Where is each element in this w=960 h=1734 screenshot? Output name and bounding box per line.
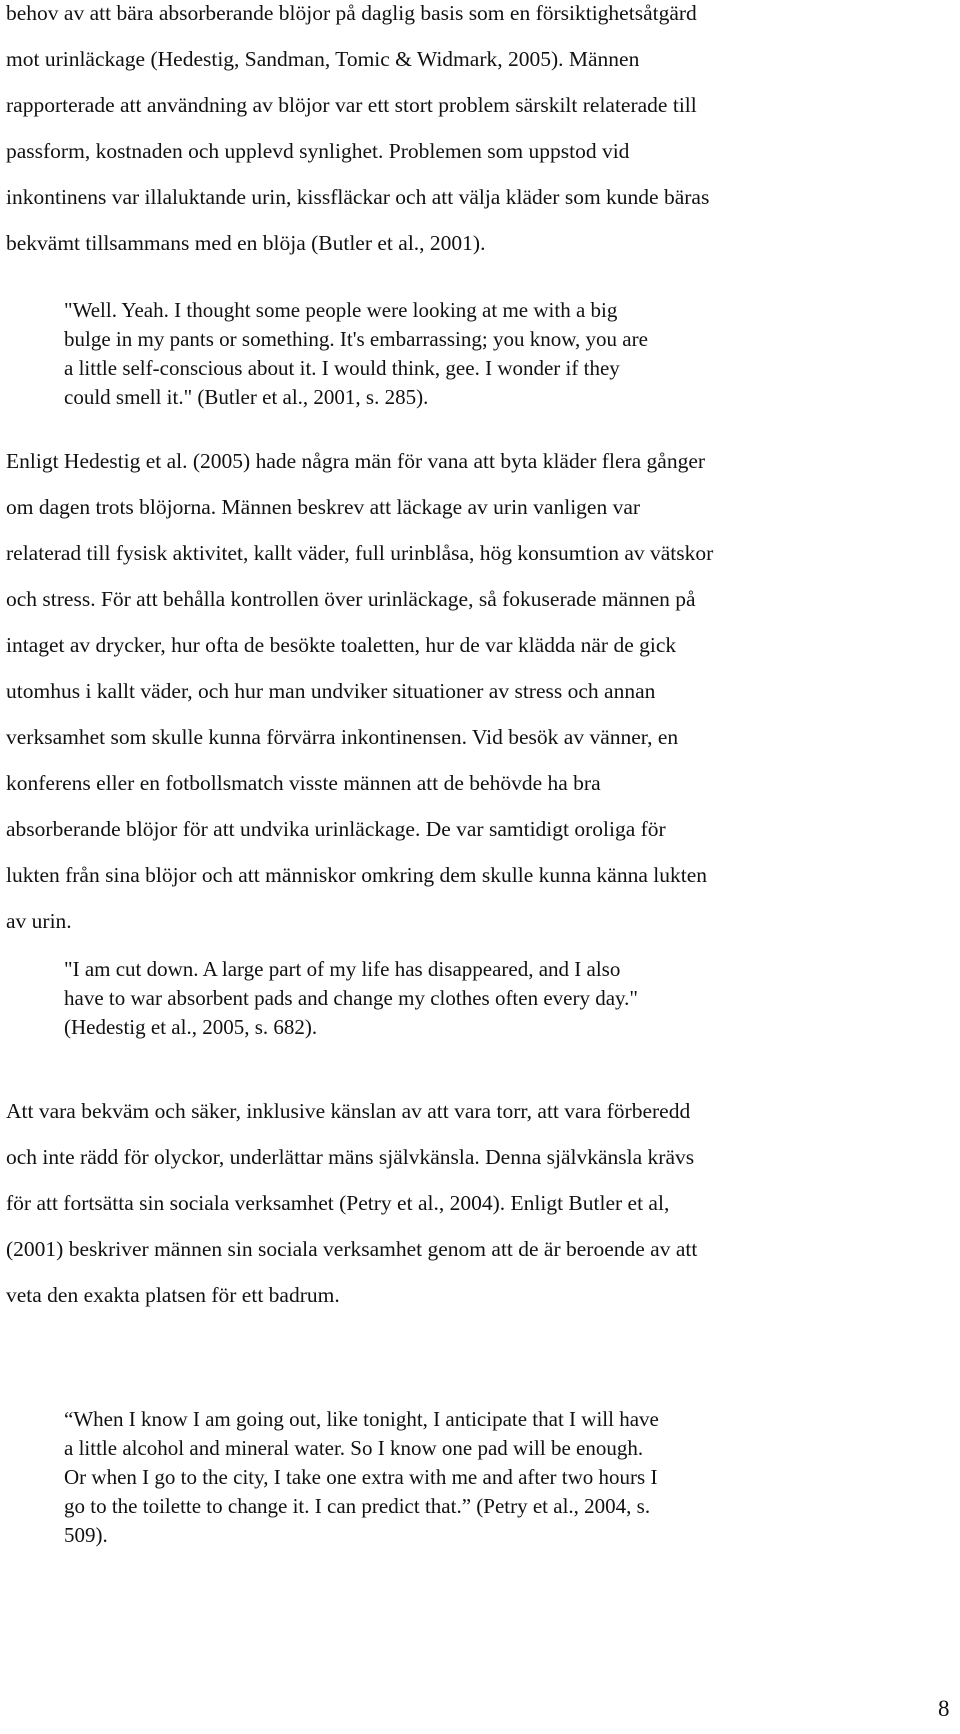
quote-line: a little self-conscious about it. I would think, gee. I wonder if they — [64, 356, 620, 380]
text-line: rapporterade att användning av blöjor var ett stort problem särskilt relaterade till — [6, 93, 697, 117]
text-line: mot urinläckage (Hedestig, Sandman, Tomic & Widmark, 2005). Männen — [6, 47, 640, 71]
quote-line: a little alcohol and mineral water. So I know one pad will be enough. — [64, 1436, 644, 1460]
quote-line: "Well. Yeah. I thought some people were looking at me with a big — [64, 298, 618, 322]
quote-line: go to the toilette to change it. I can predict that.” (Petry et al., 2004, s. — [64, 1494, 651, 1518]
block-quote-3 — [64, 1405, 844, 1550]
text-line: om dagen trots blöjorna. Männen beskrev att läckage av urin vanligen var — [6, 495, 641, 519]
block-quote-2 — [64, 955, 844, 1042]
text-line: inkontinens var illaluktande urin, kissfläckar och att välja kläder som kunde bäras — [6, 185, 710, 209]
quote-line: “When I know I am going out, like tonight, I anticipate that I will have — [64, 1407, 659, 1431]
text-line: absorberande blöjor för att undvika urinläckage. De var samtidigt oroliga för — [6, 817, 666, 841]
text-line: och inte rädd för olyckor, underlättar mäns självkänsla. Denna självkänsla krävs — [6, 1145, 695, 1169]
paragraph-2 — [6, 438, 926, 944]
quote-line: have to war absorbent pads and change my clothes often every day." — [64, 986, 639, 1010]
text-line: behov av att bära absorberande blöjor på daglig basis som en försiktighetsåtgärd — [6, 1, 697, 25]
quote-line: "I am cut down. A large part of my life has disappeared, and I also — [64, 957, 621, 981]
text-line: Enligt Hedestig et al. (2005) hade några män för vana att byta kläder flera gånger — [6, 449, 706, 473]
quote-line: Or when I go to the city, I take one extra with me and after two hours I — [64, 1465, 658, 1489]
text-line: intaget av drycker, hur ofta de besökte toaletten, hur de var klädda när de gick — [6, 633, 677, 657]
text-line: utomhus i kallt väder, och hur man undviker situationer av stress och annan — [6, 679, 656, 703]
text-line: och stress. För att behålla kontrollen över urinläckage, så fokuserade männen på — [6, 587, 696, 611]
text-line: (2001) beskriver männen sin sociala verksamhet genom att de är beroende av att — [6, 1237, 698, 1261]
paragraph-3 — [6, 1088, 926, 1318]
text-line: passform, kostnaden och upplevd synlighet. Problemen som uppstod vid — [6, 139, 630, 163]
text-line: lukten från sina blöjor och att människor omkring dem skulle kunna känna lukten — [6, 863, 707, 887]
text-line: för att fortsätta sin sociala verksamhet (Petry et al., 2004). Enligt Butler et al, — [6, 1191, 670, 1215]
quote-line: bulge in my pants or something. It's embarrassing; you know, you are — [64, 327, 648, 351]
quote-line: could smell it." (Butler et al., 2001, s. 285). — [64, 385, 429, 409]
text-line: veta den exakta platsen för ett badrum. — [6, 1283, 340, 1307]
text-line: relaterad till fysisk aktivitet, kallt väder, full urinblåsa, hög konsumtion av vätskor — [6, 541, 714, 565]
block-quote-1 — [64, 296, 844, 412]
paragraph-1 — [6, 0, 926, 266]
quote-line: (Hedestig et al., 2005, s. 682). — [64, 1015, 318, 1039]
text-line: verksamhet som skulle kunna förvärra inkontinensen. Vid besök av vänner, en — [6, 725, 679, 749]
text-line: konferens eller en fotbollsmatch visste männen att de behövde ha bra — [6, 771, 601, 795]
text-line: av urin. — [6, 909, 72, 933]
text-line: bekvämt tillsammans med en blöja (Butler et al., 2001). — [6, 231, 486, 255]
page-number: 8 — [938, 1696, 950, 1721]
quote-line: 509). — [64, 1523, 108, 1547]
text-line: Att vara bekväm och säker, inklusive känslan av att vara torr, att vara förberedd — [6, 1099, 691, 1123]
